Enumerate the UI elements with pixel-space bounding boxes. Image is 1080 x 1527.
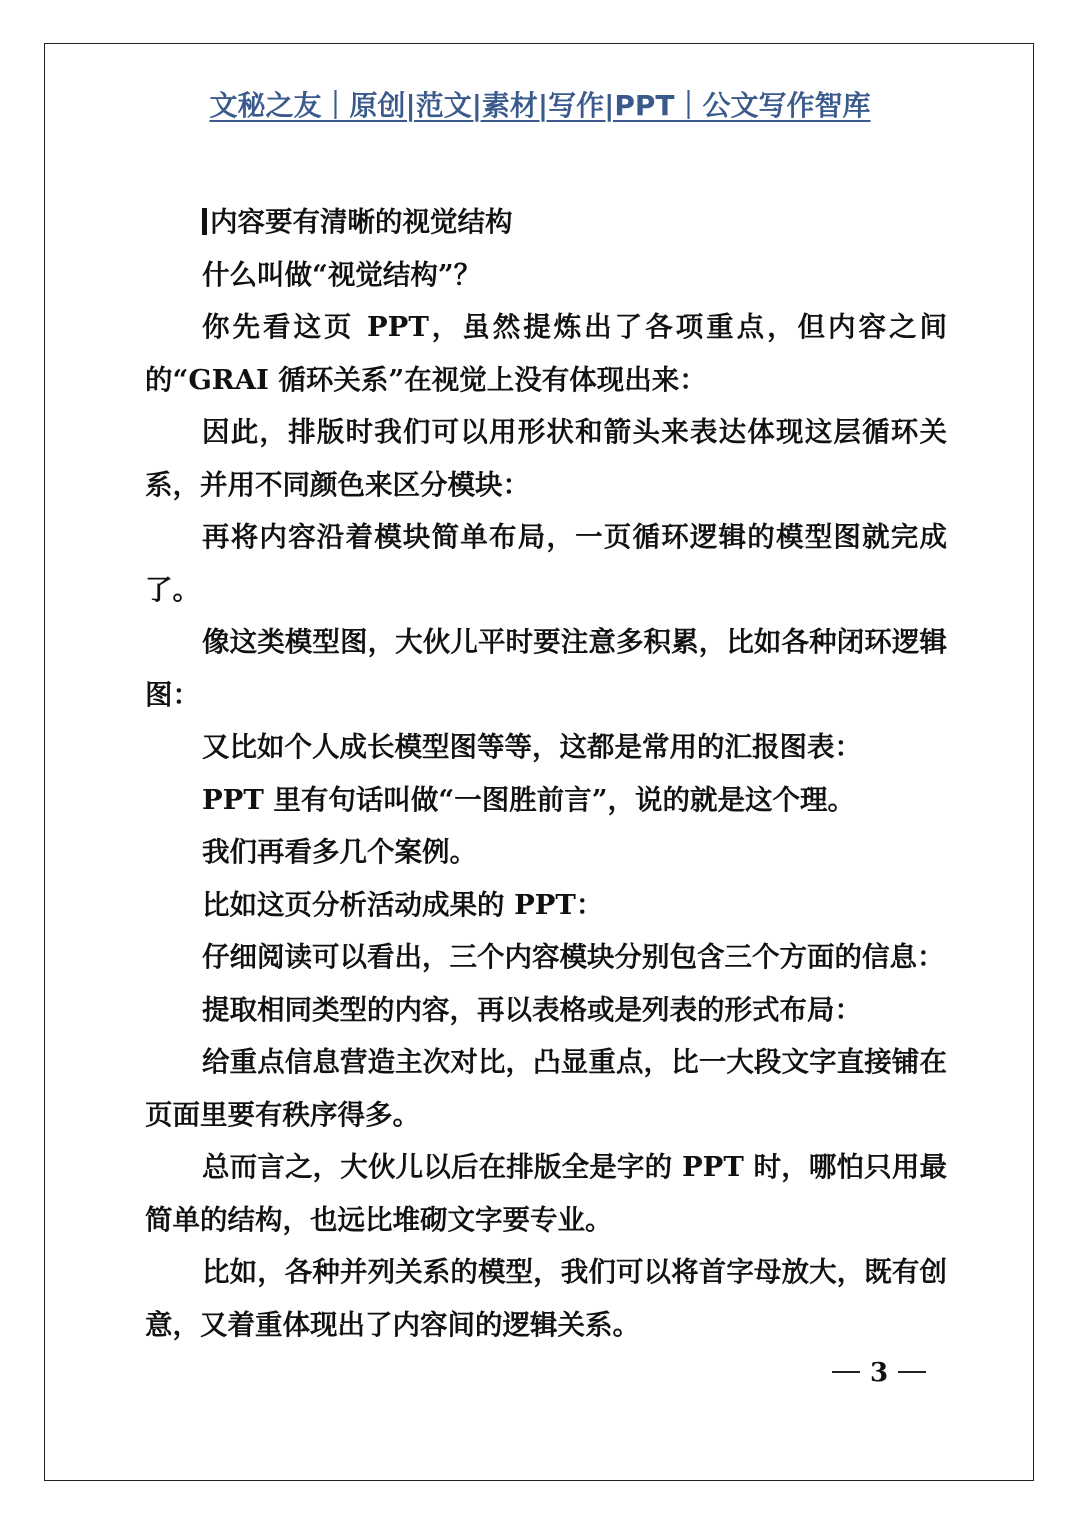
paragraph: PPT 里有句话叫做“一图胜前言”，说的就是这个理。	[202, 783, 856, 816]
page-number-dash-right	[898, 1371, 926, 1373]
header-title-link[interactable]: 文秘之友｜原创|范文|素材|写作|PPT｜公文写作智库	[209, 89, 871, 122]
paragraph: 什么叫做“视觉结构”？	[202, 258, 482, 291]
heading-bullet-mark	[202, 208, 207, 235]
paragraph: 给重点信息营造主次对比，凸显重点，比一大段文字直接铺在页面里要有秩序得多。	[145, 1046, 947, 1131]
paragraph: 提取相同类型的内容，再以表格或是列表的形式布局：	[202, 993, 862, 1026]
paragraph: 又比如个人成长模型图等等，这都是常用的汇报图表：	[202, 731, 862, 763]
section-heading	[145, 196, 947, 249]
paragraph: 因此，排版时我们可以用形状和箭头来表达体现这层循环关系，并用不同颜色来区分模块：	[145, 416, 947, 501]
document-body	[145, 196, 947, 1351]
paragraph: 我们再看多几个案例。	[202, 836, 477, 868]
paragraph: 比如这页分析活动成果的 PPT：	[202, 888, 604, 921]
paragraph: 再将内容沿着模块简单布局，一页循环逻辑的模型图就完成了。	[145, 521, 947, 606]
paragraph: 总而言之，大伙儿以后在排版全是字的 PPT 时，哪怕只用最简单的结构，也远比堆砌文字要专业。	[145, 1151, 947, 1236]
page-number	[822, 1358, 936, 1388]
page-number-value: 3	[870, 1358, 889, 1388]
paragraph: 你先看这页 PPT，虽然提炼出了各项重点，但内容之间的“GRAI 循环关系”在视觉上没有体现出来：	[145, 311, 947, 396]
paragraph: 比如，各种并列关系的模型，我们可以将首字母放大，既有创意，又着重体现出了内容间的逻辑关系。	[145, 1256, 947, 1341]
page-number-dash-left	[832, 1371, 860, 1373]
section-heading-text: 内容要有清晰的视觉结构	[210, 206, 513, 238]
paragraph: 像这类模型图，大伙儿平时要注意多积累，比如各种闭环逻辑图：	[145, 626, 947, 711]
paragraph: 仔细阅读可以看出，三个内容模块分别包含三个方面的信息：	[202, 941, 945, 973]
page-header	[0, 84, 1080, 124]
